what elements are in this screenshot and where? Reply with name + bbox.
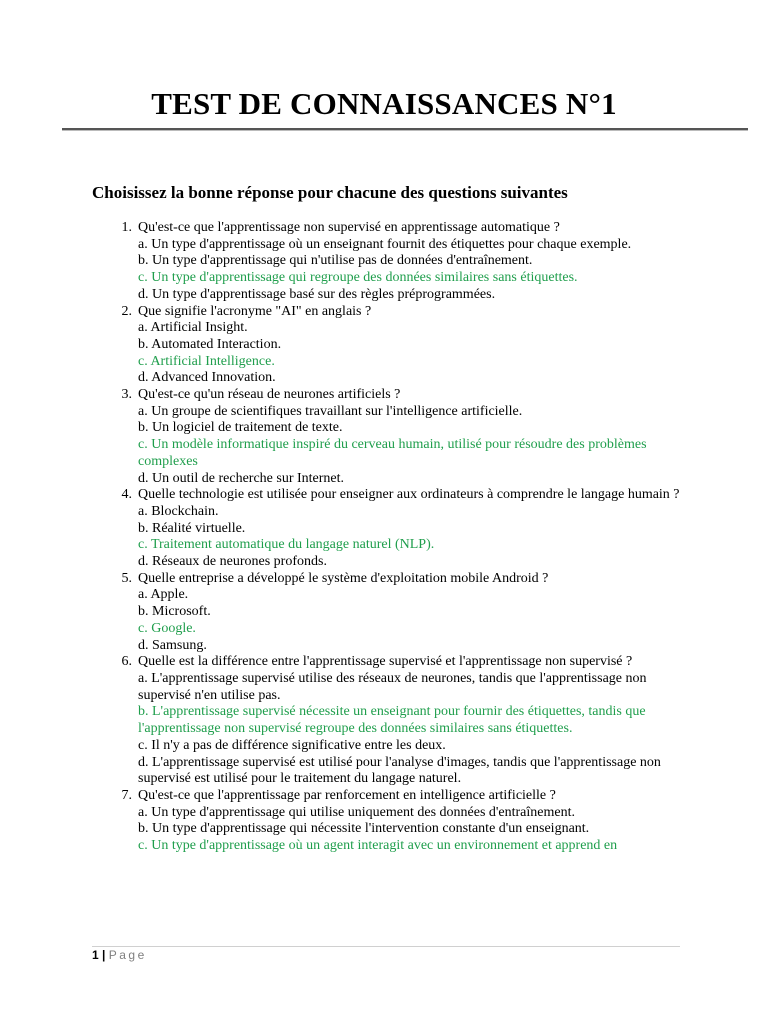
- answer-option: b. Microsoft.: [138, 604, 211, 620]
- page-footer: [92, 948, 147, 962]
- footer-separator: |: [102, 948, 106, 962]
- answer-option: a. L'apprentissage supervisé utilise des réseaux de neurones, tandis que l'apprentissage non supervisé n'en utilise pas.: [138, 670, 647, 703]
- question-text: Qu'est-ce que l'apprentissage par renforcement en intelligence artificielle ?: [138, 787, 556, 803]
- question-text: Qu'est-ce que l'apprentissage non supervisé en apprentissage automatique ?: [138, 220, 560, 235]
- answer-option: c. Il n'y a pas de différence significative entre les deux.: [138, 737, 446, 753]
- answer-option: a. Apple.: [138, 587, 189, 603]
- question-number: 5.: [121, 570, 132, 586]
- question-item: [112, 571, 682, 655]
- answer-option: b. Réalité virtuelle.: [138, 520, 246, 536]
- question-number: 4.: [121, 487, 132, 503]
- question-text: Quelle entreprise a développé le système d'exploitation mobile Android ?: [138, 570, 549, 586]
- question-item: [112, 788, 682, 855]
- footer-divider: [92, 946, 680, 947]
- answer-option: b. Un type d'apprentissage qui n'utilise pas de données d'entraînement.: [138, 253, 533, 269]
- answer-option: d. Advanced Innovation.: [138, 370, 276, 386]
- question-item: [112, 387, 682, 487]
- question-text: Qu'est-ce qu'un réseau de neurones artificiels ?: [138, 387, 401, 403]
- page-title: TEST DE CONNAISSANCES N°1: [151, 86, 617, 121]
- question-list: [112, 220, 682, 855]
- answer-option: a. Artificial Insight.: [138, 320, 248, 336]
- page-label: Page: [108, 948, 147, 962]
- correct-answer-option: c. Traitement automatique du langage naturel (NLP).: [138, 537, 435, 553]
- question-number: 2.: [121, 303, 132, 319]
- correct-answer-option: c. Un modèle informatique inspiré du cerveau humain, utilisé pour résoudre des problèmes complexes: [138, 437, 647, 469]
- question-number: 6.: [121, 654, 132, 670]
- answer-option: a. Blockchain.: [138, 503, 219, 519]
- answer-option: a. Un type d'apprentissage qui utilise uniquement des données d'entraînement.: [138, 804, 575, 820]
- question-text: Quelle technologie est utilisée pour enseigner aux ordinateurs à comprendre le langage humain ?: [138, 487, 680, 503]
- question-number: 1.: [121, 220, 132, 235]
- answer-option: a. Un type d'apprentissage où un enseignant fournit des étiquettes pour chaque exemple.: [138, 236, 632, 252]
- question-text: Que signifie l'acronyme "AI" en anglais ?: [138, 303, 372, 319]
- correct-answer-option: c. Un type d'apprentissage qui regroupe des données similaires sans étiquettes.: [138, 270, 578, 286]
- question-number: 3.: [121, 387, 132, 403]
- question-text: Quelle est la différence entre l'apprentissage supervisé et l'apprentissage non supervisé ?: [138, 654, 633, 670]
- answer-option: b. Automated Interaction.: [138, 336, 282, 352]
- question-item: [112, 487, 682, 571]
- question-number: 7.: [121, 787, 132, 803]
- correct-answer-option: c. Artificial Intelligence.: [138, 353, 275, 369]
- answer-option: d. L'apprentissage supervisé est utilisé pour l'analyse d'images, tandis que l'apprentissage non supervisé est utilisé pour le traitement du langage naturel.: [138, 754, 661, 787]
- correct-answer-option: c. Google.: [138, 620, 196, 636]
- answer-option: d. Samsung.: [138, 637, 207, 653]
- answer-option: d. Réseaux de neurones profonds.: [138, 554, 327, 570]
- answer-option: b. Un type d'apprentissage qui nécessite l'intervention constante d'un enseignant.: [138, 821, 590, 837]
- answer-option: a. Un groupe de scientifiques travaillant sur l'intelligence artificielle.: [138, 403, 523, 419]
- answer-option: d. Un outil de recherche sur Internet.: [138, 470, 345, 486]
- question-item: [112, 220, 682, 304]
- instructions-heading: Choisissez la bonne réponse pour chacune des questions suivantes: [92, 183, 568, 202]
- page-number: 1: [92, 948, 99, 962]
- correct-answer-option: c. Un type d'apprentissage où un agent interagit avec un environnement et apprend en: [138, 838, 618, 854]
- correct-answer-option: b. L'apprentissage supervisé nécessite un enseignant pour fournir des étiquettes, tandis que l'apprentissage non supervisé regroupe des données similaires sans étiquettes.: [138, 704, 646, 737]
- answer-option: b. Un logiciel de traitement de texte.: [138, 420, 343, 436]
- question-item: [112, 304, 682, 388]
- question-item: [112, 654, 682, 788]
- answer-option: d. Un type d'apprentissage basé sur des règles préprogrammées.: [138, 286, 496, 302]
- title-divider: [62, 128, 748, 130]
